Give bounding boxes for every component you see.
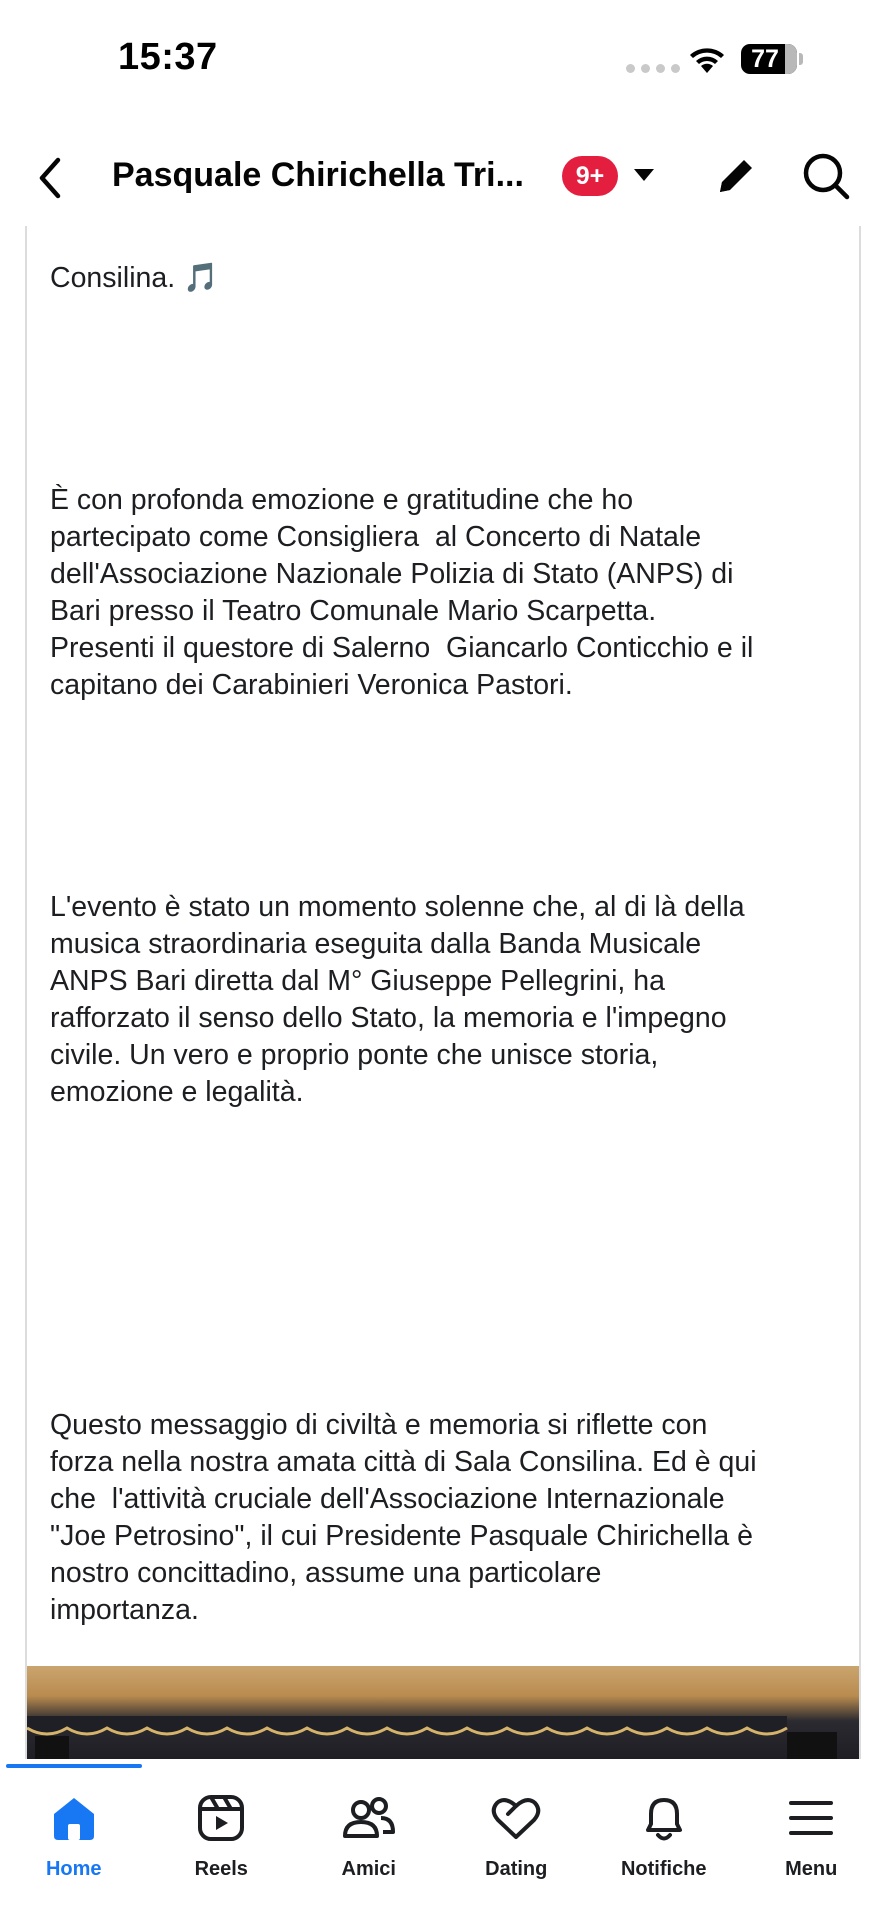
- notification-badge[interactable]: 9+: [562, 156, 618, 196]
- page-title[interactable]: Pasquale Chirichella Tri...: [112, 156, 524, 194]
- battery-level: 77: [751, 45, 779, 73]
- bell-icon: [636, 1790, 692, 1846]
- chevron-down-icon[interactable]: [632, 166, 656, 184]
- post-paragraph: L'evento è stato un momento solenne che, al di là della musica straordinaria eseguita dalla Banda Musicale ANPS Bari diretta dal M° Giuseppe Pellegrini, ha rafforzato il senso dello Stato, la memoria e l'impegno civile. Un vero e proprio ponte che unisce storia, emozione e legalità.: [50, 891, 745, 1108]
- pencil-icon[interactable]: [712, 152, 760, 200]
- group-header: [0, 130, 885, 226]
- nav-friends[interactable]: [295, 1768, 443, 1920]
- nav-label: Home: [45, 1858, 102, 1880]
- post-photo[interactable]: [27, 1666, 861, 1759]
- bottom-navigation: [0, 1768, 885, 1920]
- nav-label: Notifiche: [620, 1858, 707, 1880]
- home-icon: [46, 1790, 102, 1846]
- status-time: 15:37: [118, 36, 218, 78]
- nav-label: Dating: [485, 1858, 548, 1880]
- reels-icon: [193, 1790, 249, 1846]
- post-card: [25, 226, 861, 1759]
- dating-icon: [488, 1790, 544, 1846]
- cellular-signal-icon: [626, 64, 680, 73]
- nav-label: Amici: [341, 1858, 396, 1880]
- nav-home[interactable]: [0, 1768, 148, 1920]
- search-icon[interactable]: [800, 150, 852, 202]
- wifi-icon: [688, 44, 726, 74]
- stage-curtain-image: [27, 1706, 861, 1759]
- nav-label: Menu: [785, 1858, 838, 1880]
- post-paragraph: Consilina. 🎵: [50, 262, 219, 294]
- post-body[interactable]: [50, 226, 850, 1759]
- nav-label: Reels: [194, 1858, 248, 1880]
- nav-dating[interactable]: [443, 1768, 591, 1920]
- battery-icon: [741, 44, 797, 74]
- status-bar: [0, 0, 885, 120]
- post-paragraph: È con profonda emozione e gratitudine che ho partecipato come Consigliera al Concerto di Natale dell'Associazione Nazionale Polizia di Stato (ANPS) di Bari presso il Teatro Comunale Mario Scarpetta. Presenti il questore di Salerno Giancarlo Conticchio e il capitano dei Carabinieri Veronica Pastori.: [50, 484, 754, 701]
- friends-icon: [341, 1790, 397, 1846]
- menu-icon: [783, 1790, 839, 1846]
- nav-reels[interactable]: [148, 1768, 296, 1920]
- back-arrow-icon[interactable]: [30, 152, 70, 204]
- nav-notifications[interactable]: [590, 1768, 738, 1920]
- nav-menu[interactable]: [738, 1768, 885, 1920]
- post-paragraph: Questo messaggio di civiltà e memoria si riflette con forza nella nostra amata città di Sala Consilina. Ed è qui che l'attività cruciale dell'Associazione Internazionale "Joe Petrosino", il cui Presidente Pasquale Chirichella è nostro concittadino, assume una particolare importanza.: [50, 1409, 757, 1626]
